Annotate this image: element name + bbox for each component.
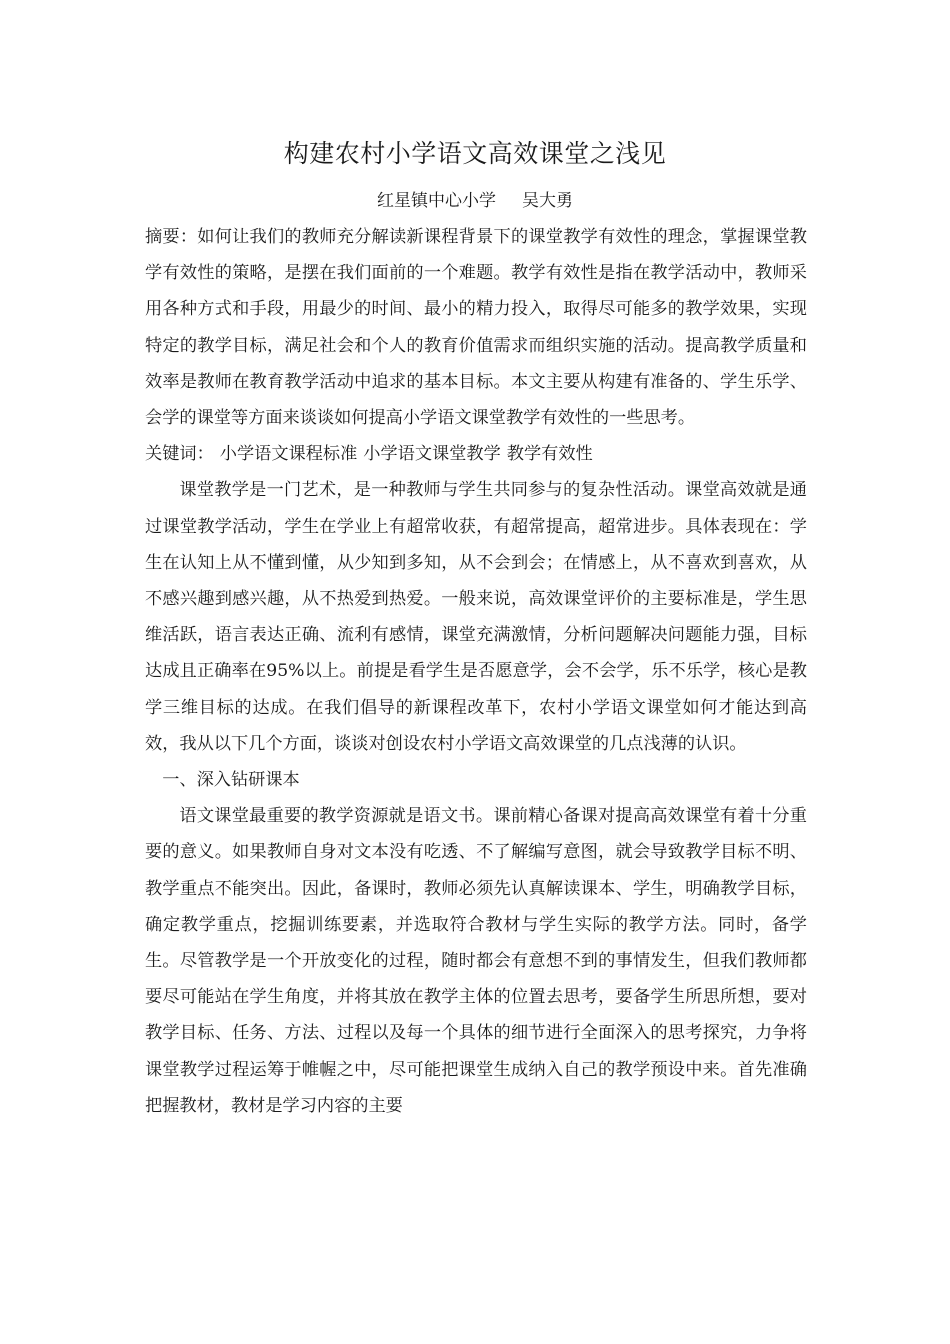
document-body [145,219,807,1124]
keyword-item: 小学语文课堂教学 [363,444,501,465]
document-title: 构建农村小学语文高效课堂之浅见 [283,139,667,168]
author-line [0,186,950,211]
section-paragraph: 语文课堂最重要的教学资源就是语文书。课前精心备课对提高高效课堂有着十分重要的意义。如果教师自身对文本没有吃透、不了解编写意图，就会导致教学目标不明、教学重点不能突出。因此，备课时，教师必须先认真解读课本、学生，明确教学目标，确定教学重点，挖掘训练要素，并选取符合教材与学生实际的教学方法。同时，备学生。尽管教学是一个开放变化的过程，随时都会有意想不到的事情发生，但我们教师都要尽可能站在学生角度，并将其放在教学主体的位置去思考，要备学生所思所想，要对教学目标、任务、方法、过程以及每一个具体的细节进行全面深入的思考探究，力争将课堂教学过程运筹于帷幄之中，尽可能把课堂生成纳入自己的教学预设中来。首先准确把握教材，教材是学习内容的主要 [145,806,807,1116]
keywords-label: 关键词： [145,444,214,465]
keywords-line [145,436,807,472]
keyword-item: 教学有效性 [506,444,593,465]
section-heading: 一、深入钻研课本 [162,770,300,791]
keyword-item: 小学语文课程标准 [219,444,358,465]
school-name: 红星镇中心小学 [377,191,496,211]
intro-paragraph: 课堂教学是一门艺术，是一种教师与学生共同参与的复杂性活动。课堂高效就是通过课堂教学活动，学生在学业上有超常收获，有超常提高，超常进步。具体表现在：学生在认知上从不懂到懂，从少知到多知，从不会到会；在情感上，从不喜欢到喜欢，从不感兴趣到感兴趣，从不热爱到热爱。一般来说，高效课堂评价的主要标准是，学生思维活跃，语言表达正确、流利有感情，课堂充满激情，分析问题解决问题能力强，目标达成且正确率在95%以上。前提是看学生是否愿意学，会不会学，乐不乐学，核心是教学三维目标的达成。在我们倡导的新课程改革下，农村小学语文课堂如何才能达到高效，我从以下几个方面，谈谈对创设农村小学语文高效课堂的几点浅薄的认识。 [145,480,807,754]
author-name: 吴大勇 [522,191,573,211]
abstract-paragraph: 摘要：如何让我们的教师充分解读新课程背景下的课堂教学有效性的理念，掌握课堂教学有效性的策略，是摆在我们面前的一个难题。教学有效性是指在教学活动中，教师采用各种方式和手段，用最少的时间、最小的精力投入，取得尽可能多的教学效果，实现特定的教学目标，满足社会和个人的教育价值需求而组织实施的活动。提高教学质量和效率是教师在教育教学活动中追求的基本目标。本文主要从构建有准备的、学生乐学、会学的课堂等方面来谈谈如何提高小学语文课堂教学有效性的一些思考。 [145,227,807,429]
